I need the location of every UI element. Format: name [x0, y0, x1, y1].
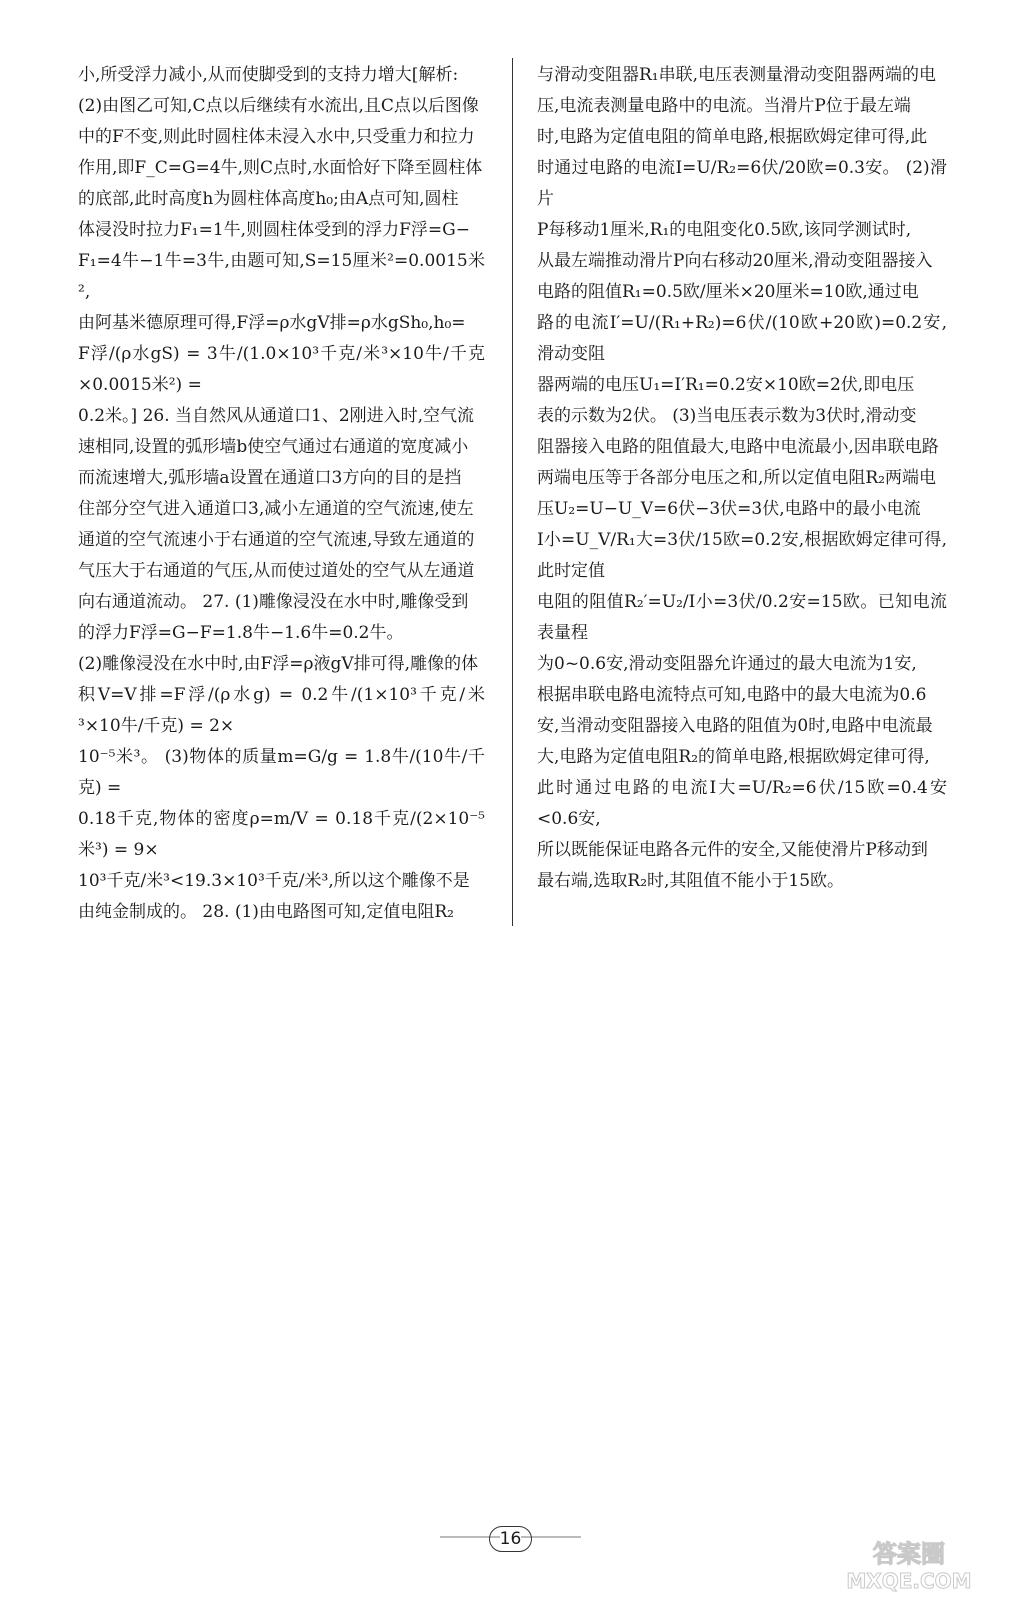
- right-column-line: 时通过电路的电流I=U/R₂=6伏/20欧=0.3安。 (2)滑片: [537, 158, 947, 209]
- left-column-line: 速相同,设置的弧形墙b使空气通过右通道的宽度减小: [78, 437, 469, 457]
- left-column-line: 0.18千克,物体的密度ρ=m/V = 0.18千克/(2×10⁻⁵米³) = 9×: [78, 809, 485, 860]
- right-column-line: P每移动1厘米,R₁的电阻变化0.5欧,该同学测试时,: [537, 220, 912, 240]
- right-column-line: 路的电流I′=U/(R₁+R₂)=6伏/(10欧+20欧)=0.2安,滑动变阻: [537, 313, 947, 364]
- right-column-line: 大,电路为定值电阻R₂的简单电路,根据欧姆定律可得,: [537, 747, 930, 767]
- left-column-line: (2)雕像浸没在水中时,由F浮=ρ液gV排可得,雕像的体: [78, 654, 479, 674]
- right-column-line: 此时通过电路的电流I大=U/R₂=6伏/15欧=0.4安<0.6安,: [537, 778, 947, 829]
- left-column-line: 作用,即F_C=G=4牛,则C点时,水面恰好下降至圆柱体: [78, 158, 483, 178]
- left-column-line: F浮/(ρ水gS) = 3牛/(1.0×10³千克/米³×10牛/千克×0.0015米²) =: [78, 344, 485, 395]
- left-column-line: (2)由图乙可知,C点以后继续有水流出,且C点以后图像: [78, 96, 479, 116]
- left-column-line: 中的F不变,则此时圆柱体未浸入水中,只受重力和拉力: [78, 127, 475, 147]
- column-divider: [512, 58, 513, 926]
- watermark-logo: [809, 1538, 1009, 1594]
- page-number: 16: [489, 1526, 533, 1552]
- right-column-line: 阻器接入电路的阻值最大,电路中电流最小,因串联电路: [537, 437, 939, 457]
- left-column-line: 小,所受浮力减小,从而使脚受到的支持力增大[解析:: [78, 65, 459, 85]
- right-column-line: 安,当滑动变阻器接入电路的阻值为0时,电路中电流最: [537, 716, 933, 736]
- right-column-line: 压,电流表测量电路中的电流。当滑片P位于最左端: [537, 96, 911, 116]
- right-column-line: 器两端的电压U₁=I′R₁=0.2安×10欧=2伏,即电压: [537, 375, 915, 395]
- left-column-line: 由纯金制成的。 28. (1)由电路图可知,定值电阻R₂: [78, 902, 454, 922]
- left-column-line: 10⁻⁵米³。 (3)物体的质量m=G/g = 1.8牛/(10牛/千克) =: [78, 747, 485, 798]
- right-column-line: 时,电路为定值电阻的简单电路,根据欧姆定律可得,此: [537, 127, 928, 147]
- right-column-line: 电路的阻值R₁=0.5欧/厘米×20厘米=10欧,通过电: [537, 282, 919, 302]
- left-column-line: 向右通道流动。 27. (1)雕像浸没在水中时,雕像受到: [78, 592, 469, 612]
- left-column-line: 由阿基米德原理可得,F浮=ρ水gV排=ρ水gSh₀,h₀=: [78, 313, 466, 333]
- left-column-line: 体浸没时拉力F₁=1牛,则圆柱体受到的浮力F浮=G−: [78, 220, 470, 240]
- right-column-line: 压U₂=U−U_V=6伏−3伏=3伏,电路中的最小电流: [537, 499, 921, 519]
- right-column-line: 最右端,选取R₂时,其阻值不能小于15欧。: [537, 871, 845, 891]
- right-column-line: 根据串联电路电流特点可知,电路中的最大电流为0.6: [537, 685, 927, 705]
- right-column-line: 为0~0.6安,滑动变阻器允许通过的最大电流为1安,: [537, 654, 917, 674]
- left-column-line: 积V=V排=F浮/(ρ水g) = 0.2牛/(1×10³千克/米³×10牛/千克) = 2×: [78, 685, 485, 736]
- right-column: [537, 60, 947, 897]
- left-column-line: F₁=4牛−1牛=3牛,由题可知,S=15厘米²=0.0015米²,: [78, 251, 485, 302]
- left-column-line: 通道的空气流速小于右通道的空气流速,导致左通道的: [78, 530, 475, 550]
- right-column-line: 电阻的阻值R₂′=U₂/I小=3伏/0.2安=15欧。已知电流表量程: [537, 592, 947, 643]
- svg-text:答案圈: 答案圈: [873, 1540, 945, 1568]
- left-column-line: 气压大于右通道的气压,从而使过道处的空气从左通道: [78, 561, 475, 581]
- right-column-line: 从最左端推动滑片P向右移动20厘米,滑动变阻器接入: [537, 251, 933, 271]
- svg-text:MXQE.COM: MXQE.COM: [846, 1569, 972, 1593]
- left-column-line: 10³千克/米³<19.3×10³千克/米³,所以这个雕像不是: [78, 871, 470, 891]
- right-column-line: 与滑动变阻器R₁串联,电压表测量滑动变阻器两端的电: [537, 65, 937, 85]
- right-column-line: 表的示数为2伏。 (3)当电压表示数为3伏时,滑动变: [537, 406, 917, 426]
- right-column-line: I小=U_V/R₁大=3伏/15欧=0.2安,根据欧姆定律可得,此时定值: [537, 530, 947, 581]
- left-column-line: 而流速增大,弧形墙a设置在通道口3方向的目的是挡: [78, 468, 462, 488]
- left-column-line: 的浮力F浮=G−F=1.8牛−1.6牛=0.2牛。: [78, 623, 404, 643]
- left-column-line: 住部分空气进入通道口3,减小左通道的空气流速,使左: [78, 499, 474, 519]
- left-column-line: 的底部,此时高度h为圆柱体高度h₀;由A点可知,圆柱: [78, 189, 459, 209]
- right-column-line: 所以既能保证电路各元件的安全,又能使滑片P移动到: [537, 840, 928, 860]
- left-column: [78, 60, 485, 928]
- left-column-line: 0.2米。] 26. 当自然风从通道口1、2刚进入时,空气流: [78, 406, 475, 426]
- right-column-line: 两端电压等于各部分电压之和,所以定值电阻R₂两端电: [537, 468, 937, 488]
